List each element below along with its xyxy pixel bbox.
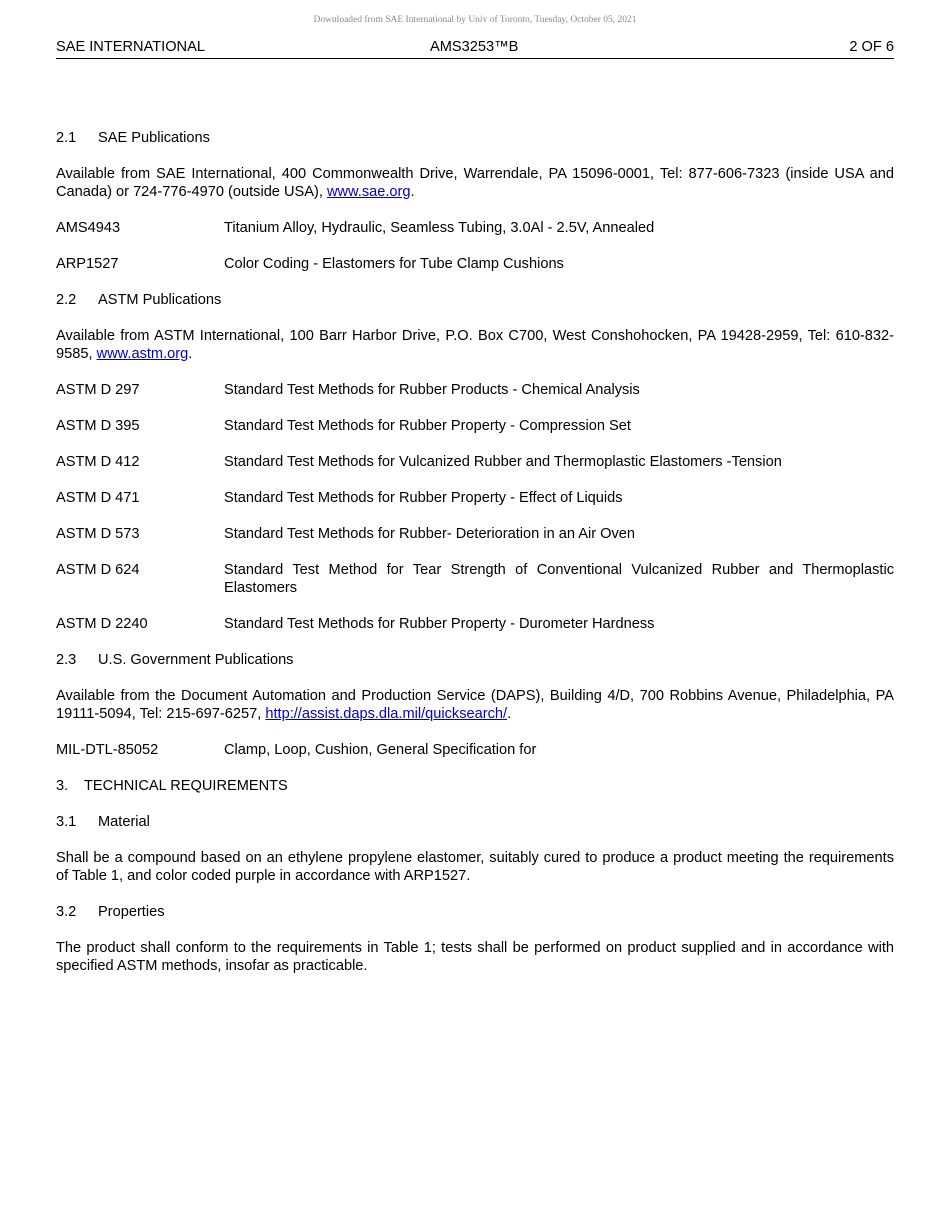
assist-website-link[interactable]: http://assist.daps.dla.mil/quicksearch/ <box>265 706 508 722</box>
reference-row <box>56 255 894 273</box>
header-doc-number: AMS3253™B <box>430 39 519 55</box>
section-title: SAE Publications <box>98 130 210 146</box>
reference-title: Color Coding - Elastomers for Tube Clamp Cushions <box>224 256 564 272</box>
download-watermark: Downloaded from SAE International by Univ of Toronto, Tuesday, October 05, 2021 <box>313 15 637 25</box>
reference-row <box>56 525 894 543</box>
reference-code: ASTM D 624 <box>56 562 140 578</box>
reference-row <box>56 615 894 633</box>
reference-title: Standard Test Method for Tear Strength of Conventional Vulcanized Rubber and Thermoplastic Elastomers <box>224 562 894 596</box>
section-heading-2-2 <box>56 291 894 309</box>
reference-code: ASTM D 573 <box>56 526 140 542</box>
reference-code: MIL-DTL-85052 <box>56 742 159 758</box>
reference-title: Standard Test Methods for Rubber Property - Effect of Liquids <box>224 490 623 506</box>
section-heading-3-2 <box>56 903 894 921</box>
reference-row <box>56 453 894 471</box>
availability-text: Available from ASTM International, 100 Barr Harbor Drive, P.O. Box C700, West Conshohocken, PA 19428-2959, Tel: 610-832-9585, <box>56 328 894 362</box>
document-body <box>56 129 894 975</box>
reference-row <box>56 219 894 237</box>
reference-title: Standard Test Methods for Vulcanized Rubber and Thermoplastic Elastomers -Tension <box>224 454 782 470</box>
availability-text: Available from the Document Automation and Production Service (DAPS), Building 4/D, 700 Robbins Avenue, Philadelphia, PA 19111-5094, Tel: 215-697-6257, <box>56 688 894 722</box>
section-title: Properties <box>98 904 165 920</box>
reference-row <box>56 417 894 435</box>
daps-availability-paragraph: Available from the Document Automation and Production Service (DAPS), Building 4/D, 700 Robbins Avenue, Philadelphia, PA 19111-5094, Tel: 215-697-6257, http://assist.daps.dla.mil/quicksearch/. <box>56 688 894 722</box>
section-number: 3. <box>56 778 69 794</box>
section-number: 3.1 <box>56 814 77 830</box>
section-title: U.S. Government Publications <box>98 652 294 668</box>
reference-row <box>56 741 894 759</box>
section-title: Material <box>98 814 150 830</box>
reference-code: ASTM D 2240 <box>56 616 148 632</box>
astm-website-link[interactable]: www.astm.org <box>96 346 189 362</box>
reference-title: Clamp, Loop, Cushion, General Specification for <box>224 742 537 758</box>
reference-title: Standard Test Methods for Rubber Property - Durometer Hardness <box>224 616 655 632</box>
material-paragraph: Shall be a compound based on an ethylene propylene elastomer, suitably cured to produce a product meeting the requirements of Table 1, and color coded purple in accordance with ARP1527. <box>56 850 894 884</box>
page-header <box>56 38 894 59</box>
header-org: SAE INTERNATIONAL <box>56 39 205 55</box>
reference-row <box>56 561 894 597</box>
section-heading-2-1 <box>56 129 894 147</box>
reference-title: Standard Test Methods for Rubber Products - Chemical Analysis <box>224 382 640 398</box>
reference-row <box>56 381 894 399</box>
header-page-number: 2 OF 6 <box>849 39 894 55</box>
section-heading-3-1 <box>56 813 894 831</box>
section-title: TECHNICAL REQUIREMENTS <box>84 778 288 794</box>
section-number: 2.2 <box>56 292 77 308</box>
reference-title: Standard Test Methods for Rubber Property - Compression Set <box>224 418 631 434</box>
reference-code: AMS4943 <box>56 220 121 236</box>
section-number: 2.3 <box>56 652 77 668</box>
properties-paragraph: The product shall conform to the requirements in Table 1; tests shall be performed on product supplied and in accordance with specified ASTM methods, insofar as practicable. <box>56 940 894 974</box>
reference-title: Standard Test Methods for Rubber- Deterioration in an Air Oven <box>224 526 636 542</box>
reference-code: ASTM D 471 <box>56 490 140 506</box>
astm-availability-paragraph: Available from ASTM International, 100 Barr Harbor Drive, P.O. Box C700, West Conshohocken, PA 19428-2959, Tel: 610-832-9585, www.astm.org. <box>56 328 894 362</box>
section-number: 2.1 <box>56 130 77 146</box>
section-heading-3 <box>56 777 894 795</box>
section-title: ASTM Publications <box>98 292 222 308</box>
reference-code: ASTM D 412 <box>56 454 140 470</box>
section-heading-2-3 <box>56 651 894 669</box>
section-number: 3.2 <box>56 904 77 920</box>
reference-row <box>56 489 894 507</box>
reference-code: ASTM D 395 <box>56 418 140 434</box>
reference-code: ASTM D 297 <box>56 382 140 398</box>
reference-code: ARP1527 <box>56 256 119 272</box>
sae-availability-paragraph: Available from SAE International, 400 Commonwealth Drive, Warrendale, PA 15096-0001, Tel: 877-606-7323 (inside USA and Canada) or 724-776-4970 (outside USA), www.sae.org. <box>56 166 894 200</box>
reference-title: Titanium Alloy, Hydraulic, Seamless Tubing, 3.0Al - 2.5V, Annealed <box>224 220 655 236</box>
availability-text: Available from SAE International, 400 Commonwealth Drive, Warrendale, PA 15096-0001, Tel: 877-606-7323 (inside USA and Canada) or 724-776-4970 (outside USA), <box>56 166 894 200</box>
sae-website-link[interactable]: www.sae.org <box>326 184 411 200</box>
